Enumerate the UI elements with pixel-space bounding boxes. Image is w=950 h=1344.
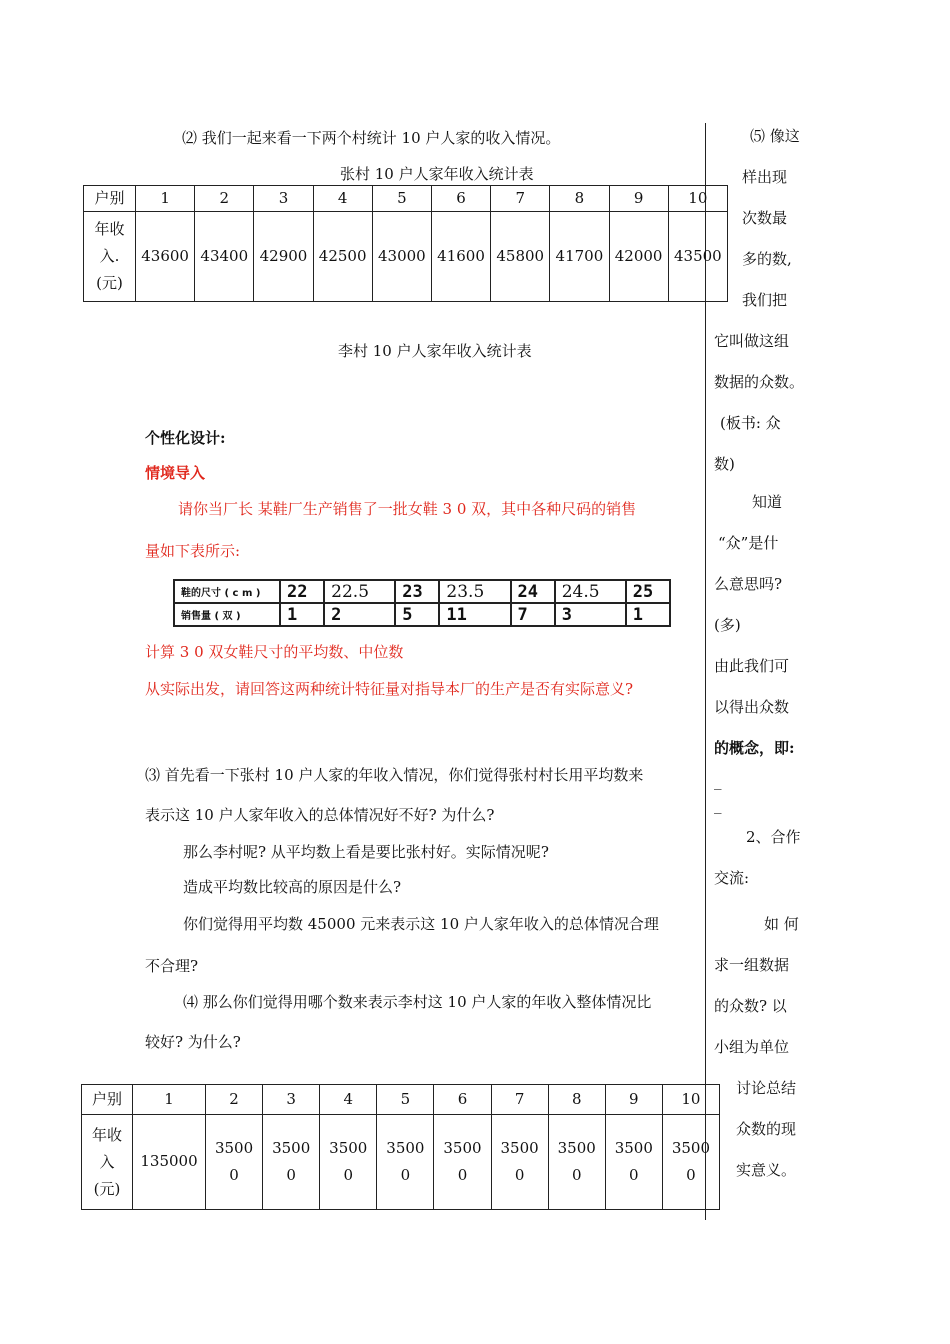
shoe-size-cell: 25 [626, 580, 670, 603]
household-cell: 1 [133, 1085, 206, 1115]
income-digits: 0 [514, 1166, 525, 1184]
side-note-line: 2、合作 [746, 828, 801, 846]
income-digits: 3500 [443, 1139, 482, 1157]
side-note-line: 样出现 [742, 168, 788, 186]
household-cell: 10 [668, 186, 727, 212]
household-cell: 9 [609, 186, 668, 212]
side-note-line: 它叫做这组 [714, 332, 790, 350]
side-note-line: 以得出众数 [714, 698, 790, 716]
income-digits: 3500 [557, 1139, 596, 1157]
income-cell [377, 1115, 434, 1210]
income-digits: 3500 [214, 1139, 254, 1157]
shoe-sales-cell: 1 [280, 603, 324, 626]
side-note-line: 求一组数据 [714, 956, 790, 974]
income-cell: 42500 [313, 212, 372, 302]
shoe-size-cell: 23 [395, 580, 439, 603]
income-digits: 3500 [614, 1139, 653, 1157]
q4-line: 较好? 为什么? [145, 1033, 241, 1051]
income-cell [434, 1115, 491, 1210]
table-row [82, 1115, 720, 1210]
income-digits: 3500 [671, 1139, 711, 1157]
side-note-line: 么意思吗? [714, 575, 783, 593]
income-digits: 3500 [329, 1139, 368, 1157]
income-label-line: 年收 [91, 1125, 122, 1144]
income-digits: 3500 [272, 1139, 311, 1157]
income-cell: 41700 [550, 212, 609, 302]
side-note-line: 次数最 [742, 209, 788, 227]
q3-line: 表示这 10 户人家年收入的总体情况好不好? 为什么? [145, 806, 495, 824]
side-note-line: 如 何 [764, 915, 799, 933]
income-label-line: 入. [99, 247, 120, 265]
income-cell: 43500 [668, 212, 727, 302]
income-cell [491, 1115, 548, 1210]
side-note-line: 知道 [752, 493, 783, 511]
income-digits: 0 [571, 1166, 582, 1184]
income-cell [206, 1115, 263, 1210]
side-note-line: 数据的众数。 [714, 373, 805, 391]
shoe-size-label: 鞋的尺寸 ( c m ) [174, 580, 280, 603]
shoe-size-cell: 22 [280, 580, 324, 603]
shoe-size-cell: 22.5 [324, 580, 395, 603]
income-label-line: 年收 [94, 220, 125, 238]
household-cell: 4 [313, 186, 372, 212]
income-cell: 43600 [136, 212, 195, 302]
income-cell: 42000 [609, 212, 668, 302]
household-cell: 3 [263, 1085, 320, 1115]
shoe-sales-cell: 3 [555, 603, 626, 626]
income-digits: 0 [286, 1166, 296, 1184]
side-note-line: 由此我们可 [714, 657, 790, 675]
li-income-table [81, 1084, 720, 1210]
income-cell: 41600 [431, 212, 490, 302]
shoe-sales-cell: 5 [395, 603, 439, 626]
shoe-sales-label: 销售量 ( 双 ) [174, 603, 280, 626]
income-cell [662, 1115, 719, 1210]
table-row [84, 212, 728, 302]
side-note-line: _ [714, 772, 722, 790]
income-cell [320, 1115, 377, 1210]
shoe-sales-cell: 7 [511, 603, 555, 626]
household-cell: 10 [662, 1085, 719, 1115]
income-cell: 43000 [372, 212, 431, 302]
situation-heading: 情境导入 [145, 464, 206, 482]
income-label-cell [82, 1115, 133, 1210]
household-cell: 9 [605, 1085, 662, 1115]
side-note-line: 实意义。 [736, 1161, 797, 1179]
household-cell: 7 [491, 186, 550, 212]
side-note-line: 讨论总结 [736, 1079, 797, 1097]
intro-line: ⑵ 我们一起来看一下两个村统计 10 户人家的收入情况。 [182, 129, 561, 147]
side-note-line: 我们把 [742, 291, 788, 309]
side-notes [714, 904, 814, 1191]
shoe-sales-cell: 11 [439, 603, 510, 626]
household-cell: 2 [195, 186, 254, 212]
household-cell: 1 [136, 186, 195, 212]
income-digits: 0 [457, 1166, 468, 1184]
household-cell: 5 [377, 1085, 434, 1115]
side-note-line: 的众数? 以 [714, 997, 787, 1015]
shoe-sales-table [173, 579, 671, 627]
table-row [174, 580, 670, 603]
income-cell: 135000 [133, 1115, 206, 1210]
li-table-title: 李村 10 户人家年收入统计表 [338, 342, 532, 360]
shoe-sales-cell: 2 [324, 603, 395, 626]
income-digits: 3500 [386, 1139, 425, 1157]
household-cell: 4 [320, 1085, 377, 1115]
side-notes [714, 116, 814, 485]
income-cell: 42900 [254, 212, 313, 302]
side-note-line: _ [714, 796, 722, 814]
household-cell: 5 [372, 186, 431, 212]
side-note-line: (多) [714, 616, 741, 634]
side-note-line: (板书: 众 [720, 414, 781, 432]
zhang-income-table [83, 185, 728, 302]
side-note-line: ⑸ 像这 [750, 127, 800, 145]
table-row [82, 1085, 720, 1115]
q3-line: 不合理? [145, 957, 199, 975]
side-note-line: 的概念，即: [714, 739, 795, 757]
income-digits: 3500 [500, 1139, 539, 1157]
shoe-size-cell: 24 [511, 580, 555, 603]
income-label-line: (元) [96, 274, 123, 292]
income-cell: 43400 [195, 212, 254, 302]
household-cell: 2 [206, 1085, 263, 1115]
situation-text: 量如下表所示: [145, 542, 241, 560]
practical-line: 从实际出发，请回答这两种统计特征量对指导本厂的生产是否有实际意义? [145, 680, 634, 698]
household-cell: 6 [434, 1085, 491, 1115]
situation-text: 请你当厂长 某鞋厂生产销售了一批女鞋 3 0 双，其中各种尺码的销售 [178, 500, 637, 518]
calc-line: 计算 3 0 双女鞋尺寸的平均数、中位数 [145, 643, 404, 661]
income-cell [548, 1115, 605, 1210]
shoe-size-cell: 24.5 [555, 580, 626, 603]
income-digits: 0 [229, 1166, 239, 1184]
household-cell: 6 [431, 186, 490, 212]
income-digits: 0 [629, 1166, 639, 1184]
income-digits: 0 [343, 1166, 354, 1184]
zhang-table-title: 张村 10 户人家年收入统计表 [340, 165, 534, 183]
income-cell [605, 1115, 662, 1210]
income-label-line: (元) [93, 1179, 121, 1198]
income-label-cell [84, 212, 136, 302]
side-note-line: 小组为单位 [714, 1038, 790, 1056]
shoe-sales-cell: 1 [626, 603, 670, 626]
header-cell: 户别 [84, 186, 136, 212]
income-digits: 0 [686, 1166, 696, 1184]
shoe-size-cell: 23.5 [439, 580, 510, 603]
q3-line: 造成平均数比较高的原因是什么? [183, 878, 402, 896]
side-notes [714, 482, 814, 899]
side-note-line: 多的数, [742, 250, 792, 268]
design-heading: 个性化设计: [145, 429, 226, 447]
household-cell: 8 [548, 1085, 605, 1115]
side-note-line: 众数的现 [736, 1120, 797, 1138]
q3-line: 你们觉得用平均数 45000 元来表示这 10 户人家年收入的总体情况合理 [183, 915, 659, 933]
side-note-line: 交流: [714, 869, 750, 887]
side-note-line: “众”是什 [718, 534, 779, 552]
q4-line: ⑷ 那么你们觉得用哪个数来表示李村这 10 户人家的年收入整体情况比 [183, 993, 652, 1011]
household-cell: 7 [491, 1085, 548, 1115]
side-note-line: 数) [714, 455, 735, 473]
income-cell: 45800 [491, 212, 550, 302]
household-cell: 8 [550, 186, 609, 212]
table-row [84, 186, 728, 212]
table-row [174, 603, 670, 626]
income-label-line: 入 [99, 1152, 115, 1171]
q3-line: ⑶ 首先看一下张村 10 户人家的年收入情况，你们觉得张村村长用平均数来 [145, 766, 644, 784]
income-digits: 0 [400, 1166, 411, 1184]
q3-line: 那么李村呢? 从平均数上看是要比张村好。实际情况呢? [183, 843, 549, 861]
household-cell: 3 [254, 186, 313, 212]
header-cell: 户别 [82, 1085, 133, 1115]
income-cell [263, 1115, 320, 1210]
